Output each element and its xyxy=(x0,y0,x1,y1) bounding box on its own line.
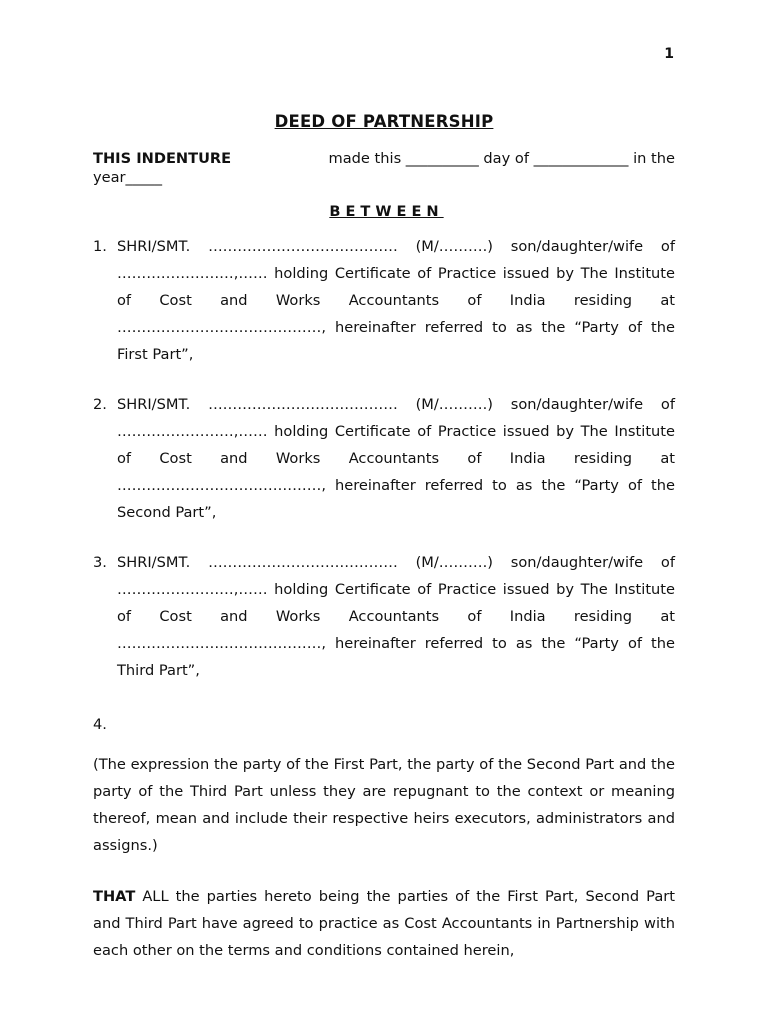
document-title: DEED OF PARTNERSHIP xyxy=(274,112,494,131)
indenture-label: THIS INDENTURE xyxy=(93,150,232,167)
party-text: SHRI/SMT. ………………………………… (M/……….) son/daughter/wife of ……………………,…… holding Certificate of Practice issued by The Institute of Cost and Works Accountants of India residing at ……………………………………, hereinafter referred to as the “Party of the Second Part”, xyxy=(117,396,675,521)
that-text: ALL the parties hereto being the parties of the First Part, Second Part and Third Part have agreed to practice as Cost Accountants in Partnership with each other on the terms and conditions contained herein, xyxy=(93,888,675,959)
party-item-2 xyxy=(93,391,675,526)
item-4-number: 4. xyxy=(93,716,107,733)
opening-clause xyxy=(93,149,675,187)
party-item-3 xyxy=(93,549,675,684)
made-this-text: made this __________ day of _____________ in the xyxy=(328,150,675,167)
that-paragraph xyxy=(93,883,675,964)
party-item-1 xyxy=(93,233,675,368)
party-text: SHRI/SMT. ………………………………… (M/……….) son/daughter/wife of ……………………,…… holding Certificate of Practice issued by The Institute of Cost and Works Accountants of India residing at ……………………………………, hereinafter referred to as the “Party of the First Part”, xyxy=(117,238,675,363)
between-heading: BETWEEN xyxy=(329,203,444,220)
party-number: 3. xyxy=(93,554,107,571)
party-number: 1. xyxy=(93,238,107,255)
party-text: SHRI/SMT. ………………………………… (M/……….) son/daughter/wife of ……………………,…… holding Certificate of Practice issued by The Institute of Cost and Works Accountants of India residing at ……………………………………, hereinafter referred to as the “Party of the Third Part”, xyxy=(117,554,675,679)
year-text: year_____ xyxy=(93,169,163,186)
expression-paragraph: (The expression the party of the First Part, the party of the Second Part and the party of the Third Part unless they are repugnant to the context or meaning thereof, mean and include their respective heirs executors, administrators and assigns.) xyxy=(93,756,675,854)
party-number: 2. xyxy=(93,396,107,413)
parties-list xyxy=(93,233,675,707)
page-number: 1 xyxy=(664,46,674,62)
that-lead: THAT xyxy=(93,888,136,905)
